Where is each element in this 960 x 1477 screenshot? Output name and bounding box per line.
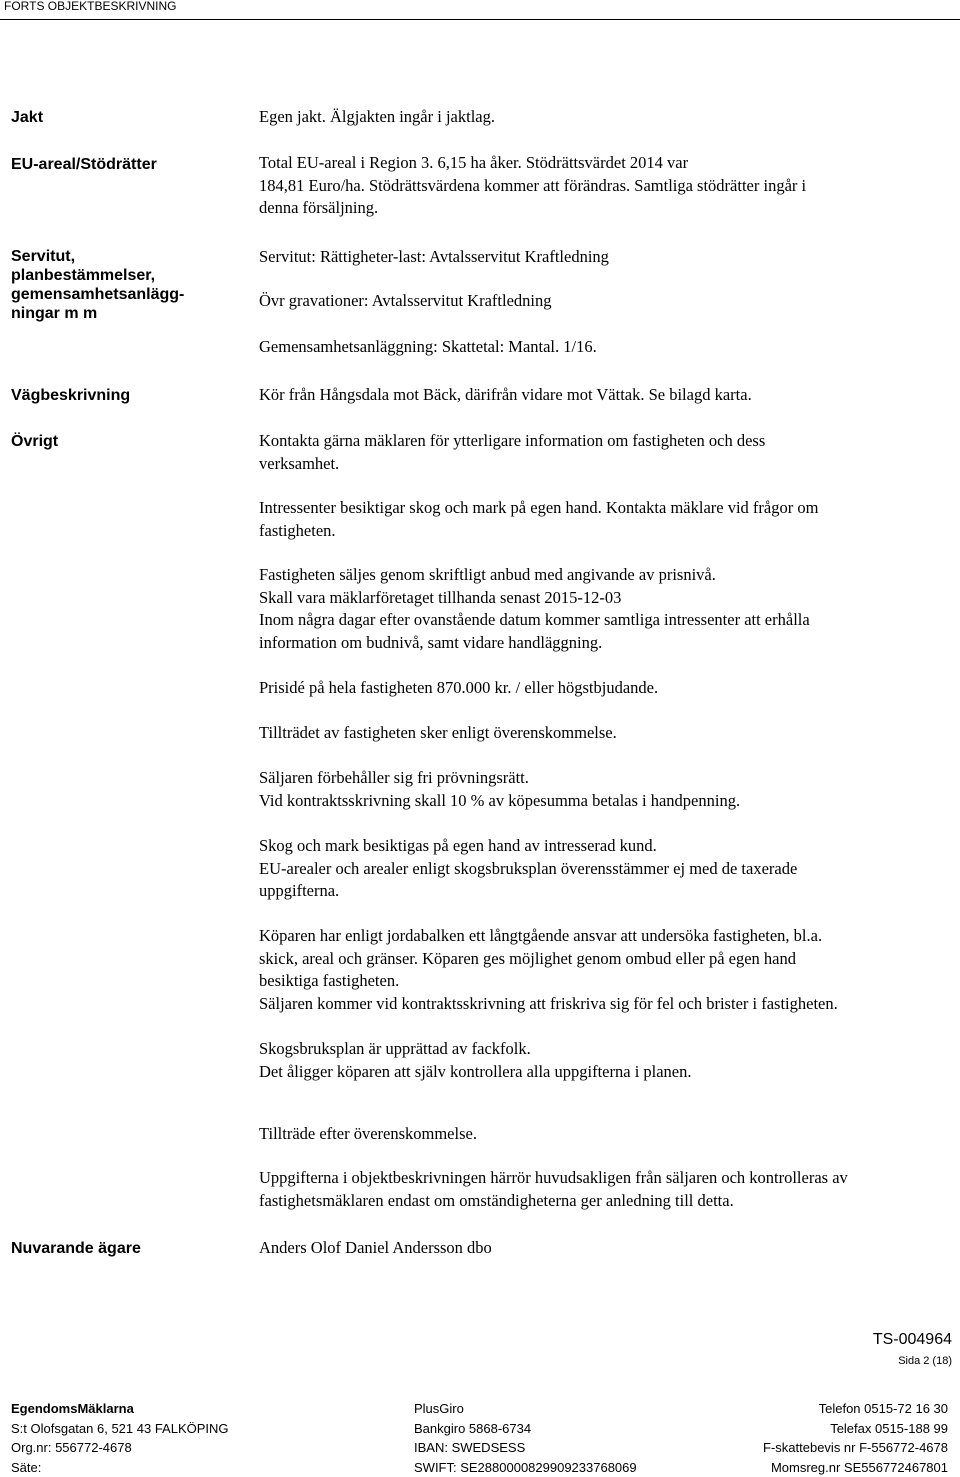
footer-org-nr: Org.nr: 556772-4678 [11,1438,229,1458]
text-nuvarande-agare: Anders Olof Daniel Andersson dbo [259,1237,949,1260]
footer-address: S:t Olofsgatan 6, 521 43 FALKÖPING [11,1419,229,1439]
footer-contact [763,1399,948,1477]
text-jakt: Egen jakt. Älgjakten ingår i jaktlag. [259,106,949,129]
text-line: Säljaren kommer vid kontraktsskrivning att friskriva sig för fel och brister i fastigheten. [259,993,949,1016]
text-line: Total EU-areal i Region 3. 6,15 ha åker. Stödrättsvärdet 2014 var [259,152,949,175]
footer-sate: Säte: [11,1458,229,1477]
page-header: FORTS OBJEKTBESKRIVNING [0,0,960,20]
text-eu-areal [259,152,949,220]
label-servitut-line: Servitut, [11,247,231,266]
text-line: Skog och mark besiktigas på egen hand av intresserad kund. [259,835,949,858]
label-servitut-line: ningar m m [11,304,231,323]
text-line: Kontakta gärna mäklaren för ytterligare information om fastigheten och dess [259,430,949,453]
footer-momsreg: Momsreg.nr SE556772467801 [763,1458,948,1477]
label-servitut [11,247,231,323]
ovrigt-paragraph [259,430,949,475]
text-line: Skogsbruksplan är upprättad av fackfolk. [259,1038,949,1061]
page-number: Sida 2 (18) [898,1355,952,1367]
text-servitut: Servitut: Rättigheter-last: Avtalsservitut Kraftledning [259,246,949,269]
text-line: fastigheten. [259,520,949,543]
label-vagbeskrivning: Vägbeskrivning [11,386,231,405]
object-reference-id: TS-004964 [873,1331,952,1349]
ovrigt-paragraph [259,1123,949,1146]
text-line: Prisidé på hela fastigheten 870.000 kr. / eller högstbjudande. [259,677,949,700]
text-line: verksamhet. [259,453,949,476]
text-line: Vid kontraktsskrivning skall 10 % av köpesumma betalas i handpenning. [259,790,949,813]
text-gravationer: Övr gravationer: Avtalsservitut Kraftledning [259,290,949,313]
text-line: Intressenter besiktigar skog och mark på egen hand. Kontakta mäklare vid frågor om [259,497,949,520]
text-line: skick, areal och gränser. Köparen ges möjlighet genom ombud eller på egen hand [259,948,949,971]
text-line: Fastigheten säljes genom skriftligt anbud med angivande av prisnivå. [259,564,949,587]
label-nuvarande-agare: Nuvarande ägare [11,1239,231,1258]
text-line: Säljaren förbehåller sig fri prövningsrätt. [259,767,949,790]
label-jakt: Jakt [11,108,231,127]
text-line: Köparen har enligt jordabalken ett långtgående ansvar att undersöka fastigheten, bl.a. [259,925,949,948]
text-line: Tillträdet av fastigheten sker enligt överenskommelse. [259,722,949,745]
ovrigt-paragraph [259,564,949,654]
ovrigt-paragraph [259,1167,949,1212]
label-servitut-line: planbestämmelser, [11,266,231,285]
text-line: Tillträde efter överenskommelse. [259,1123,949,1146]
text-gemensamhetsanlaggning: Gemensamhetsanläggning: Skattetal: Mantal. 1/16. [259,336,949,359]
footer-plusgiro: PlusGiro [414,1399,637,1419]
label-servitut-line: gemensamhetsanlägg- [11,285,231,304]
label-eu-areal: EU-areal/Stödrätter [11,155,231,174]
ovrigt-paragraph [259,925,949,1015]
text-line: Det åligger köparen att själv kontrollera alla uppgifterna i planen. [259,1061,949,1084]
label-ovrigt: Övrigt [11,432,231,451]
footer-company-name: EgendomsMäklarna [11,1399,229,1419]
ovrigt-paragraph [259,1038,949,1083]
text-line: denna försäljning. [259,197,949,220]
footer-iban: IBAN: SWEDSESS [414,1438,637,1458]
text-line: Inom några dagar efter ovanstående datum kommer samtliga intressenter att erhålla [259,609,949,632]
text-line: fastighetsmäklaren endast om omständigheterna ger anledning till detta. [259,1190,949,1213]
text-line: Uppgifterna i objektbeskrivningen härrör huvudsakligen från säljaren och kontrolleras av [259,1167,949,1190]
ovrigt-paragraph [259,835,949,903]
footer-f-skatt: F-skattebevis nr F-556772-4678 [763,1438,948,1458]
footer-telefax: Telefax 0515-188 99 [763,1419,948,1439]
ovrigt-paragraph [259,497,949,542]
text-line: information om budnivå, samt vidare handläggning. [259,632,949,655]
text-line: besiktiga fastigheten. [259,970,949,993]
ovrigt-paragraph [259,722,949,745]
footer-bankgiro: Bankgiro 5868-6734 [414,1419,637,1439]
footer-telefon: Telefon 0515-72 16 30 [763,1399,948,1419]
footer-company [11,1399,229,1477]
text-line: Skall vara mäklarföretaget tillhanda senast 2015-12-03 [259,587,949,610]
ovrigt-paragraph [259,767,949,812]
text-line: uppgifterna. [259,880,949,903]
ovrigt-paragraph [259,677,949,700]
text-vagbeskrivning: Kör från Hångsdala mot Bäck, därifrån vidare mot Vättak. Se bilagd karta. [259,384,949,407]
text-line: 184,81 Euro/ha. Stödrättsvärdena kommer att förändras. Samtliga stödrätter ingår i [259,175,949,198]
footer-payment [414,1399,637,1477]
footer-swift: SWIFT: SE2880000829909233768069 [414,1458,637,1477]
text-line: EU-arealer och arealer enligt skogsbruksplan överensstämmer ej med de taxerade [259,858,949,881]
